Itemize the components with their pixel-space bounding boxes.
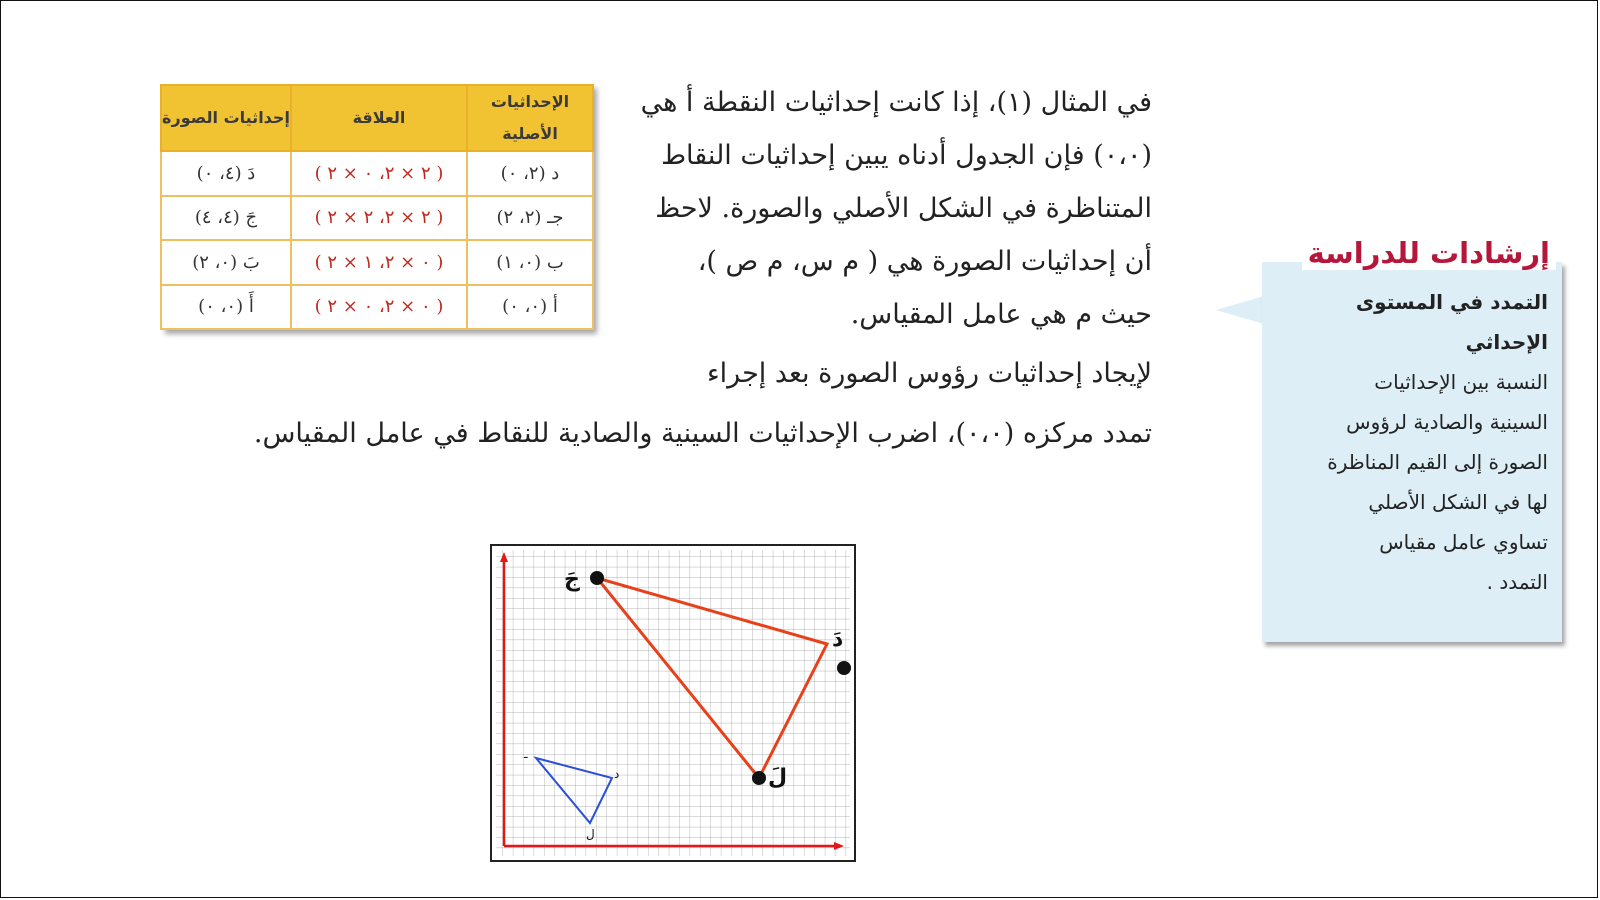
cell-original: د (٢، ٠) [467,151,593,196]
tips-pointer [1216,296,1264,324]
coordinates-table [162,84,594,330]
cell-relation: ( ٢ × ٢، ٢ × ٢ ) [291,196,467,241]
tips-line: لها في الشكل الأصلي [1368,490,1548,514]
cell-image: جَ (٤، ٤) [161,196,291,241]
tips-subhead: التمدد في المستوى [1355,290,1548,314]
cell-relation: ( ٢ × ٢، ٠ × ٢ ) [291,151,467,196]
paragraph-line: (٠،٠) فإن الجدول أدناه يبين إحداثيات النقاط [661,140,1152,171]
cell-original: أ (٠، ٠) [467,285,593,330]
vertex-label: ل [586,827,595,841]
paragraph-line: في المثال (١)، إذا كانت إحداثيات النقطة أ هي [640,87,1152,118]
instruction-line: لإيجاد إحداثيات رؤوس الصورة بعد إجراء [706,358,1152,389]
vertex-point [752,771,766,785]
study-tips-box [1262,236,1562,642]
vertex-point [590,571,604,585]
study-tips-body [1268,282,1548,602]
cell-image: بَ (٠، ٢) [161,240,291,285]
vertex-label: ـ [524,747,528,761]
table-row [161,285,593,330]
vertex-label: د [614,767,620,781]
tips-line: الصورة إلى القيم المناظرة [1327,450,1548,474]
paragraph-line: المتناظرة في الشكل الأصلي والصورة. لاحظ [655,193,1152,224]
table-row [161,196,593,241]
vertex-point [837,661,851,675]
explanation-paragraph [600,76,1152,341]
tips-line: تساوي عامل مقياس [1379,530,1548,554]
dilation-graph [490,544,856,862]
paragraph-line: أن إحداثيات الصورة هي ( م س، م ص )، [697,246,1152,277]
vertex-label: لَ [768,765,788,790]
cell-image: دَ (٤، ٠) [161,151,291,196]
tips-line: السينية والصادية لرؤوس [1346,410,1548,434]
cell-image: أَ (٠، ٠) [161,285,291,330]
table-header-image: إحداثيات الصورة [161,85,291,151]
study-tips-title: إرشادات للدراسة [1302,236,1556,270]
table-header-relation: العلاقة [291,85,467,151]
paragraph-line: حيث م هي عامل المقياس. [850,299,1152,330]
tips-line: التمدد . [1486,570,1548,594]
instruction-line: تمدد مركزه (٠،٠)، اضرب الإحداثيات السينية والصادية للنقاط في عامل المقياس. [253,418,1152,449]
cell-relation: ( ٠ × ٢، ١ × ٢ ) [291,240,467,285]
vertex-label: جَ [564,567,580,592]
tips-line: النسبة بين الإحداثيات [1374,370,1548,394]
table-header-original: الإحداثيات الأصلية [467,85,593,151]
cell-relation: ( ٠ × ٢، ٠ × ٢ ) [291,285,467,330]
table-row [161,151,593,196]
vertex-label: دَ [832,627,844,652]
table-header-row [161,85,593,151]
tips-subhead: الإحداثي [1465,330,1548,354]
cell-original: ب (٠، ١) [467,240,593,285]
cell-original: جـ (٢، ٢) [467,196,593,241]
table-row [161,240,593,285]
graph-svg [492,546,854,860]
